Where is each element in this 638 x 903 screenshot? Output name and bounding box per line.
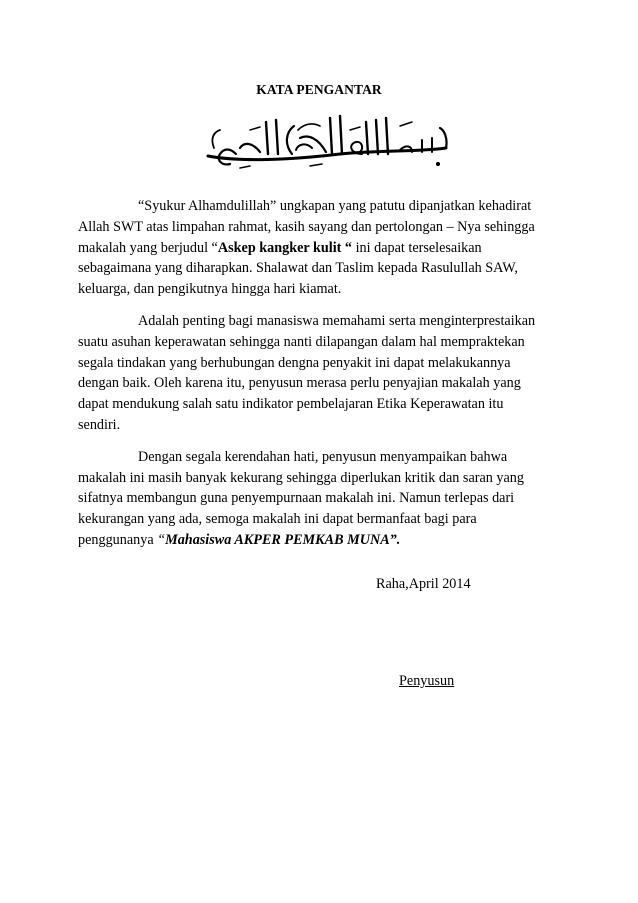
basmala-calligraphy	[200, 108, 454, 174]
text-run: “Syukur Alhamdulillah” ungkapan yang patutu dipanjatkan kehadirat	[138, 198, 532, 214]
paragraph-line	[78, 279, 568, 300]
text-run: Adalah penting bagi manasiswa memahami serta menginterprestaikan	[138, 312, 536, 329]
text-run: sendiri.	[78, 416, 121, 433]
paragraph-line	[78, 415, 568, 436]
text-run: sifatnya membangun guna penyempurnaan makalah ini. Namun terlepas dari	[78, 490, 515, 507]
paragraph-line	[78, 373, 568, 394]
paragraph-line	[78, 332, 568, 353]
paragraph	[78, 196, 568, 300]
place-date: Raha,April 2014	[376, 576, 471, 592]
text-run: keluarga, dan pengikutnya hingga hari kiamat.	[78, 281, 342, 298]
paragraph-line	[78, 258, 568, 279]
text-run: Allah SWT atas limpahan rahmat, kasih sayang dan pertolongan – Nya sehingga	[78, 218, 535, 235]
paragraph-line	[78, 238, 568, 259]
body-text	[78, 196, 568, 562]
text-run: segala tindakan yang berhubungan dengna penyakit ini dapat melakukannya	[78, 354, 511, 371]
text-run: penggunanya	[78, 531, 158, 548]
text-run: “	[157, 531, 166, 548]
paragraph	[78, 447, 568, 551]
paragraph-line	[78, 468, 568, 489]
text-run: Dengan segala kerendahan hati, penyusun menyampaikan bahwa	[138, 448, 508, 465]
paragraph-line	[78, 311, 568, 332]
paragraph	[78, 311, 568, 436]
text-run: kekurangan yang ada, semoga makalah ini dapat bermanfaat bagi para	[78, 511, 477, 528]
paragraph-line	[78, 447, 568, 468]
text-run: suatu asuhan keperawatan sehingga nanti dilapangan dalam hal mempraktekan	[78, 333, 525, 350]
text-run: dengan baik. Oleh karena itu, penyusun merasa perlu penyajian makalah yang	[78, 375, 521, 392]
text-run: dapat mendukung salah satu indikator pembelajaran Etika Keperawatan itu	[78, 396, 504, 413]
text-run: Askep kangker kulit “	[217, 239, 353, 256]
paragraph-line	[78, 488, 568, 509]
text-run: makalah yang berjudul “	[78, 239, 218, 256]
page-title: KATA PENGANTAR	[256, 82, 382, 97]
paragraph-line	[78, 196, 568, 217]
paragraph-line	[78, 530, 568, 551]
text-run: sebagaimana yang diharapkan. Shalawat dan Taslim kepada Rasulullah SAW,	[78, 260, 518, 277]
paragraph-line	[78, 394, 568, 415]
paragraph-line	[78, 217, 568, 238]
author-signature: Penyusun	[399, 673, 455, 689]
paragraph-line	[78, 509, 568, 530]
text-run: makalah ini masih banyak kekurang sehingga diperlukan kritik dan saran yang	[78, 469, 524, 486]
text-run: ini dapat terselesaikan	[352, 239, 482, 256]
text-run: Mahasiswa AKPER PEMKAB MUNA”.	[165, 531, 401, 548]
paragraph-line	[78, 353, 568, 374]
